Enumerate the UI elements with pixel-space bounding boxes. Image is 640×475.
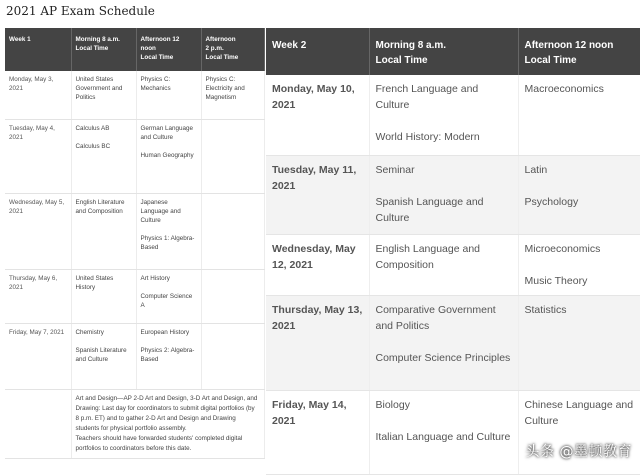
exam-cell: Statistics xyxy=(518,295,640,390)
week2-header-week: Week 2 xyxy=(266,28,369,75)
exam-cell: English Literature and Composition xyxy=(71,193,136,269)
exam-cell: Chinese Language and Culture xyxy=(518,390,640,474)
day-cell: Thursday, May 6, 2021 xyxy=(5,269,71,323)
exam-cell: Latin Psychology xyxy=(518,155,640,234)
week2-header-afternoon: Afternoon 12 noon Local Time xyxy=(518,28,640,75)
exam-cell: Comparative Government and Politics Computer Science Principles xyxy=(369,295,518,390)
exam-cell: Biology Italian Language and Culture xyxy=(369,390,518,474)
day-cell: Friday, May 14, 2021 xyxy=(266,390,369,474)
table-row xyxy=(266,155,640,234)
table-row xyxy=(266,390,640,474)
empty-cell xyxy=(5,389,71,458)
week1-header-afternoon-noon: Afternoon 12 noon Local Time xyxy=(136,28,201,71)
exam-cell: Macroeconomics xyxy=(518,75,640,155)
day-cell: Tuesday, May 4, 2021 xyxy=(5,119,71,193)
table-row xyxy=(5,389,264,458)
exam-cell: European History Physics 2: Algebra-Based xyxy=(136,323,201,389)
table-row xyxy=(266,234,640,295)
week1-header-afternoon-2pm: Afternoon 2 p.m. Local Time xyxy=(201,28,264,71)
exam-cell xyxy=(201,323,264,389)
exam-cell: Calculus AB Calculus BC xyxy=(71,119,136,193)
exam-cell: Japanese Language and Culture Physics 1: Algebra-Based xyxy=(136,193,201,269)
day-cell: Monday, May 3, 2021 xyxy=(5,71,71,119)
week1-header-week: Week 1 xyxy=(5,28,71,71)
exam-cell: Physics C: Mechanics xyxy=(136,71,201,119)
table-row xyxy=(5,269,264,323)
exam-cell: Microeconomics Music Theory xyxy=(518,234,640,295)
watermark: 头条 @墨顿教育 xyxy=(525,444,632,460)
day-cell: Wednesday, May 5, 2021 xyxy=(5,193,71,269)
day-cell: Wednesday, May 12, 2021 xyxy=(266,234,369,295)
exam-cell: French Language and Culture World History: Modern xyxy=(369,75,518,155)
exam-cell: United States Government and Politics xyxy=(71,71,136,119)
week1-table xyxy=(5,28,265,459)
week2-header-morning: Morning 8 a.m. Local Time xyxy=(369,28,518,75)
table-row xyxy=(5,193,264,269)
page-title: 2021 AP Exam Schedule xyxy=(6,4,155,18)
table-row xyxy=(5,119,264,193)
exam-cell: Seminar Spanish Language and Culture xyxy=(369,155,518,234)
exam-cell xyxy=(201,269,264,323)
day-cell: Tuesday, May 11, 2021 xyxy=(266,155,369,234)
table-row xyxy=(5,323,264,389)
day-cell: Friday, May 7, 2021 xyxy=(5,323,71,389)
exam-cell xyxy=(201,193,264,269)
table-row xyxy=(266,75,640,155)
day-cell: Thursday, May 13, 2021 xyxy=(266,295,369,390)
table-row xyxy=(266,295,640,390)
week1-header-morning: Morning 8 a.m. Local Time xyxy=(71,28,136,71)
exam-cell: English Language and Composition xyxy=(369,234,518,295)
week1-panel xyxy=(0,0,265,475)
exam-cell: Physics C: Electricity and Magnetism xyxy=(201,71,264,119)
exam-cell: United States History xyxy=(71,269,136,323)
exam-cell: Chemistry Spanish Literature and Culture xyxy=(71,323,136,389)
portfolio-note: Art and Design—AP 2-D Art and Design, 3-D Art and Design, and Drawing: Last day for coordinators to submit digital portfolios (by 8 p.m. ET) and to gather 2-D Art and Design and Drawing students for physical portfolio assembly. Teachers should have forwarded students' completed digital portfolios to coordinators before this date. xyxy=(71,389,264,458)
exam-cell xyxy=(201,119,264,193)
week2-header-row xyxy=(266,28,640,75)
week2-table xyxy=(266,28,640,475)
week1-header-row xyxy=(5,28,264,71)
day-cell: Monday, May 10, 2021 xyxy=(266,75,369,155)
exam-cell: German Language and Culture Human Geography xyxy=(136,119,201,193)
exam-cell: Art History Computer Science A xyxy=(136,269,201,323)
table-row xyxy=(5,71,264,119)
